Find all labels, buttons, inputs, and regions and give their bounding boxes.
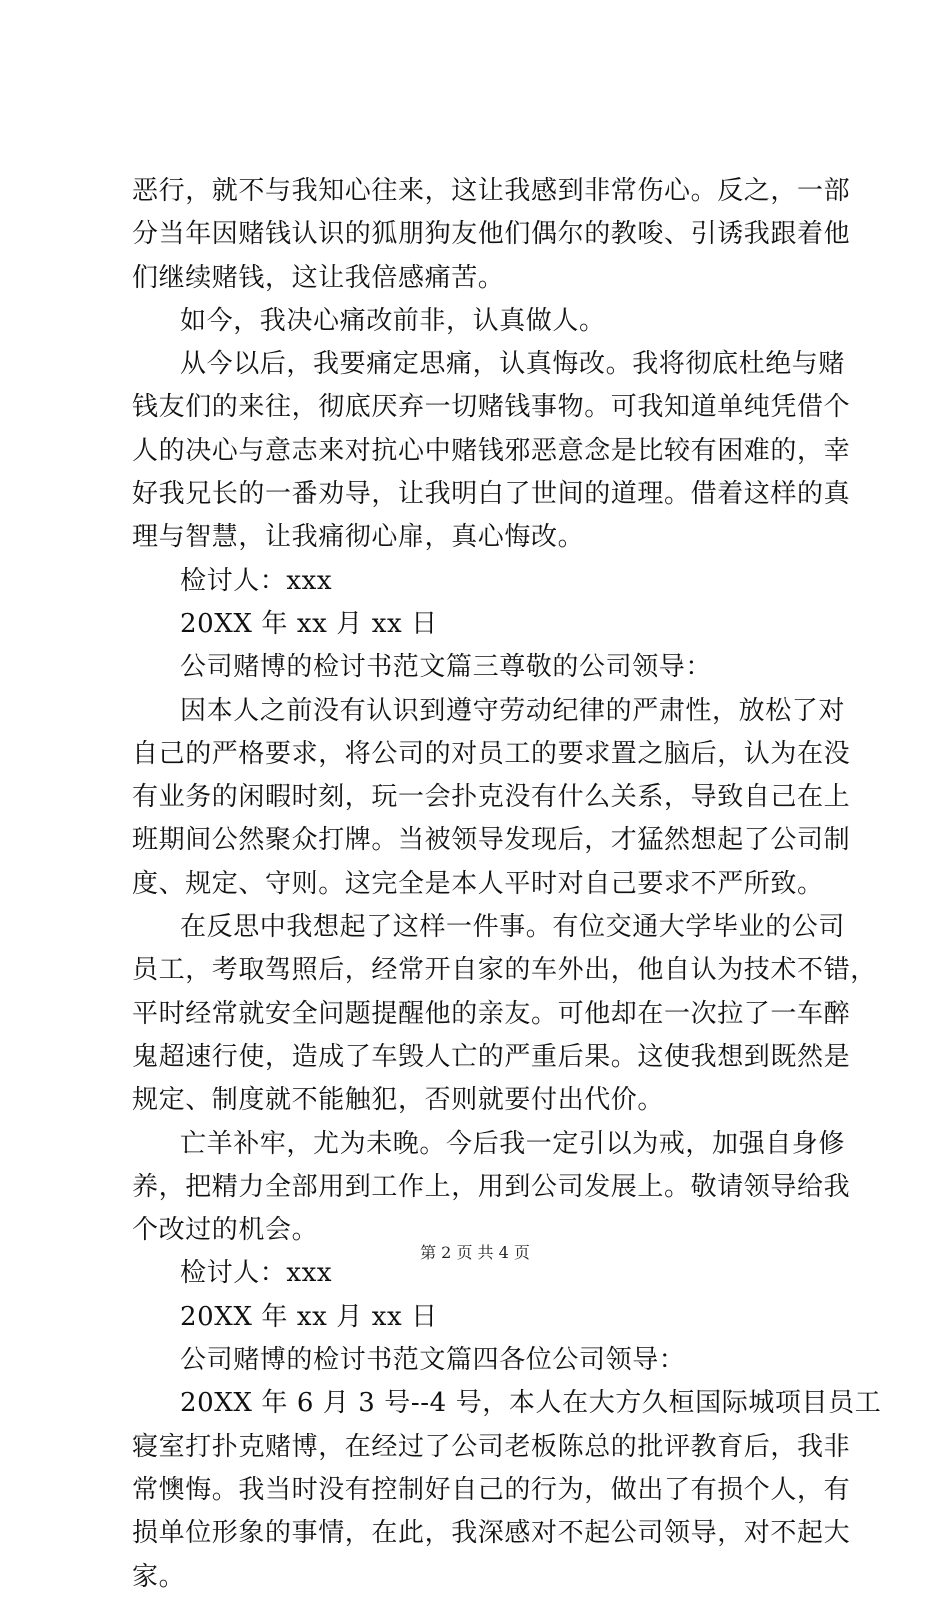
text-line: 因本人之前没有认识到遵守劳动纪律的严肃性，放松了对 (180, 695, 846, 726)
text-line: 度、规定、守则。这完全是本人平时对自己要求不严所致。 (132, 868, 824, 899)
text-line: 检讨人：xxx (180, 565, 333, 596)
text-line: 平时经常就安全问题提醒他的亲友。可他却在一次拉了一车醉 (132, 998, 851, 1029)
text-line: 如今，我决心痛改前非，认真做人。 (180, 305, 606, 336)
text-line: 个改过的机会。 (132, 1215, 319, 1246)
text-line: 规定、制度就不能触犯，否则就要付出代价。 (132, 1085, 665, 1116)
text-line: 20XX 年 xx 月 xx 日 (180, 608, 438, 639)
text-line: 亡羊补牢，尤为未晚。今后我一定引以为戒，加强自身修 (180, 1128, 846, 1159)
text-line: 常懊悔。我当时没有控制好自己的行为，做出了有损个人，有 (132, 1474, 851, 1505)
text-line: 人的决心与意志来对抗心中赌钱邪恶意念是比较有困难的，幸 (132, 435, 851, 466)
text-line: 理与智慧，让我痛彻心扉，真心悔改。 (132, 522, 585, 553)
text-line: 员工，考取驾照后，经常开自家的车外出，他自认为技术不错， (132, 955, 877, 986)
text-line: 恶行，就不与我知心往来，这让我感到非常伤心。反之，一部 (132, 176, 851, 206)
text-line: 20XX 年 xx 月 xx 日 (180, 1301, 438, 1332)
text-line: 鬼超速行使，造成了车毁人亡的严重后果。这使我想到既然是 (132, 1041, 851, 1072)
text-line: 好我兄长的一番劝导，让我明白了世间的道理。借着这样的真 (132, 479, 851, 510)
text-line: 检讨人：xxx (180, 1258, 333, 1289)
text-line: 在反思中我想起了这样一件事。有位交通大学毕业的公司 (180, 912, 846, 943)
text-line: 家。 (132, 1561, 186, 1592)
text-line: 公司赌博的检讨书范文篇四各位公司领导： (180, 1345, 686, 1376)
text-line: 寝室打扑克赌博，在经过了公司老板陈总的批评教育后，我非 (132, 1431, 851, 1462)
text-line: 公司赌博的检讨书范文篇三尊敬的公司领导： (180, 652, 713, 683)
document-body (132, 170, 882, 1599)
text-line: 养，把精力全部用到工作上，用到公司发展上。敬请领导给我 (132, 1171, 851, 1202)
page-footer: 第 2 页 共 4 页 (420, 1243, 530, 1262)
text-line: 钱友们的来往，彻底厌弃一切赌钱事物。可我知道单纯凭借个 (132, 392, 851, 423)
text-line: 班期间公然聚众打牌。当被领导发现后，才猛然想起了公司制 (132, 825, 851, 856)
text-line: 们继续赌钱，这让我倍感痛苦。 (132, 262, 505, 293)
text-line: 从今以后，我要痛定思痛，认真悔改。我将彻底杜绝与赌 (180, 349, 846, 380)
text-line: 有业务的闲暇时刻，玩一会扑克没有什么关系，导致自己在上 (132, 782, 851, 813)
text-line: 自己的严格要求，将公司的对员工的要求置之脑后，认为在没 (132, 738, 851, 769)
text-line: 损单位形象的事情，在此，我深感对不起公司领导，对不起大 (132, 1518, 851, 1549)
text-line: 20XX 年 6 月 3 号--4 号，本人在大方久桓国际城项目员工 (180, 1388, 882, 1419)
text-line: 分当年因赌钱认识的狐朋狗友他们偶尔的教唆、引诱我跟着他 (132, 219, 851, 250)
